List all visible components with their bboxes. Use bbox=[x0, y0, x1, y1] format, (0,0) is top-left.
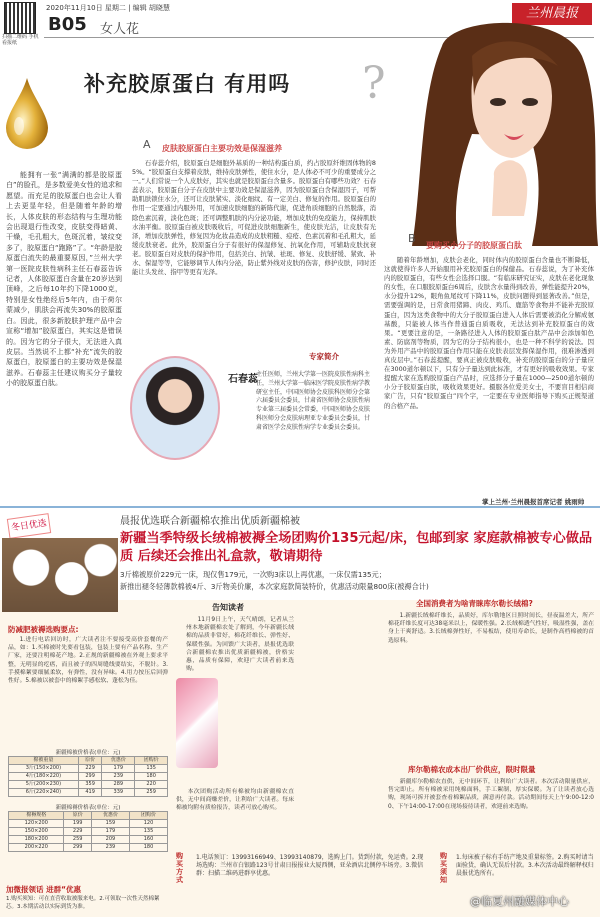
qr-caption: 扫描二维码 手机看报纸 bbox=[2, 34, 39, 46]
table-cell: 200×220 bbox=[9, 844, 64, 852]
table-row bbox=[9, 765, 168, 773]
ad-price-line-1: 3斤棉被原价229元一床，现仅售179元，一次购3床以上再优惠，一床仅需135元； bbox=[120, 570, 386, 579]
table2-title: 新疆棉褥价格表(单位：元) bbox=[55, 805, 121, 811]
table-header: 原价 bbox=[64, 812, 91, 820]
table-cell: 160 bbox=[129, 836, 167, 844]
ad-supply-title: 库尔勒棉农成本出厂价供应，限时限量 bbox=[408, 765, 536, 774]
ad-notice-bottom: 本次团购活动所有棉被均由新疆棉农直供，无中间商赚差价，让利给广大读者。每床棉被均附有质检报告，读者可放心购买。 bbox=[176, 789, 294, 812]
table-header: 团购价 bbox=[129, 812, 167, 820]
table-cell: 180 bbox=[135, 773, 168, 781]
purchase-method-label: 购买方式 bbox=[176, 852, 183, 884]
table-header: 棉被重量 bbox=[9, 757, 79, 765]
table-cell: 259 bbox=[135, 789, 168, 797]
ad-tag: 冬日优选 bbox=[7, 513, 51, 539]
table-cell: 259 bbox=[64, 836, 91, 844]
ad-notice-title: 告知读者 bbox=[212, 603, 244, 612]
table-row bbox=[9, 836, 168, 844]
table-row bbox=[9, 828, 168, 836]
table-cell: 180 bbox=[129, 844, 167, 852]
ad-price-line-2: 新推出褪冬轻薄款棉被4斤、3斤物美价廉，本次家庭款简装特价，优惠活动限量800床(被褥合计) bbox=[120, 582, 429, 591]
section-b-byline: 掌上兰州·兰州晨报首席记者 姚雨帅 bbox=[482, 498, 585, 506]
table-cell: 199 bbox=[64, 820, 91, 828]
ad-col1-body: 1.进行电话回访时，广大读者注不要接受高价套餐的产品，如：1.买棉被时先要看包装，包装上要有产品名称、生产厂家，还要注明棉花产地。2.正规的新疆棉被在外观上要求平整，无明显的疙瘩，而且被子的四周缝线要结实，不脱针。3.手摸棉絮要细腻柔软，有弹性，没有异味。4.用力按压后回弹性好。5.棉被以被套中的棉絮手感松软、蓬松为佳。 bbox=[8, 637, 168, 685]
cotton-photo bbox=[2, 538, 118, 612]
table-header: 团购价 bbox=[135, 757, 168, 765]
table-cell: 419 bbox=[78, 789, 102, 797]
table-header: 棉褥规格 bbox=[9, 812, 64, 820]
table-cell: 229 bbox=[64, 828, 91, 836]
date-line: 2020年11月10日 星期二 | 编辑 胡晓慧 bbox=[46, 4, 170, 12]
table-header: 优惠价 bbox=[91, 812, 129, 820]
table-cell: 359 bbox=[78, 781, 102, 789]
table-cell: 180×200 bbox=[9, 836, 64, 844]
woman-illustration bbox=[412, 16, 598, 246]
expert-bio: 主任医师，兰州大学第一医院皮肤性病科主任，兰州大学第一临床医学院皮肤性病学教研室主任，中国医师协会皮肤科医师分会第六届委员会委员，甘肃省医师协会皮肤性病专业第三届委员会常委，中国医师协会皮肤科医师分会皮肤病理亚专业委员会委员，甘肃省医学会皮肤性病学专业委员会委员。 bbox=[256, 371, 371, 431]
section-name: 女人花 bbox=[100, 22, 140, 37]
table-cell: 229 bbox=[78, 765, 102, 773]
section-b-letter: B bbox=[408, 232, 416, 245]
table-cell: 6斤(220×240) bbox=[9, 789, 79, 797]
ad-question-title: 全国消费者为啥青睐库尔勒长绒棉? bbox=[416, 599, 533, 608]
ad-pretitle: 晨报优选联合新疆棉农推出优质新疆棉被 bbox=[120, 516, 300, 527]
ad-register-body: 1.购买须知：可在直营收取被服来电。2.可领取一次性天然棉絮芯。3.本期活动以实际到货为准。 bbox=[6, 896, 160, 910]
table-row bbox=[9, 781, 168, 789]
table1-title: 新疆棉被价格表(单位：元) bbox=[55, 750, 121, 756]
mattress-price-table bbox=[8, 811, 168, 852]
table-cell: 239 bbox=[102, 773, 135, 781]
table-header: 优惠价 bbox=[102, 757, 135, 765]
purchase-notice-body: 1.每床被子标有手纺产地及重量标签。2.购买时请当面验货，确认无误后付款。3.本次活动最终解释权归晨报优选所有。 bbox=[456, 854, 594, 878]
table-row bbox=[9, 820, 168, 828]
table-cell: 289 bbox=[102, 781, 135, 789]
ad-supply-body: 新疆库尔勒棉农直供，无中间环节，让利给广大读者。本次活动限量供应，售完即止。所有棉被采用纯棉面料，手工絮制，厚实保暖。为了让读者放心选购，现场可拆开被套查看棉絮品质，满意再付款。活动期间每天上午9:00-12:00、下午14:00-17:00在现场接待读者，欢迎前来选购。 bbox=[388, 779, 594, 810]
masthead-logo: 兰州晨报 bbox=[512, 3, 592, 25]
ad-question-body: 1.新疆长绒棉纤维长，品质好，库尔勒地区日照时间长，昼夜温差大，所产棉花纤维长度可达38毫米以上，保暖性强。2.长绒棉透气性好，吸湿性强，盖在身上干爽舒适。3.长绒棉弹性好，不易板结，使用寿命长，是制作高档棉被的首选原料。 bbox=[388, 613, 594, 644]
headline: 补充胶原蛋白 有用吗 bbox=[84, 72, 291, 96]
table-cell: 339 bbox=[102, 789, 135, 797]
section-a-letter: A bbox=[143, 138, 151, 151]
table-cell: 5斤(200×230) bbox=[9, 781, 79, 789]
table-cell: 159 bbox=[91, 820, 129, 828]
expert-label: 专家简介 bbox=[309, 352, 339, 361]
table-cell: 120 bbox=[129, 820, 167, 828]
table-header: 原价 bbox=[78, 757, 102, 765]
table-row bbox=[9, 844, 168, 852]
table-cell: 220 bbox=[135, 781, 168, 789]
expert-photo bbox=[130, 356, 220, 460]
serum-drop-icon bbox=[2, 76, 52, 152]
ad-register-title: 加微报领话 进群“优惠 bbox=[6, 885, 82, 894]
table-cell: 239 bbox=[91, 844, 129, 852]
table-cell: 299 bbox=[78, 773, 102, 781]
table-cell: 3斤(150×200) bbox=[9, 765, 79, 773]
purchase-notice-label: 购买须知 bbox=[440, 852, 447, 884]
section-a-body: 石春蕊介绍，胶原蛋白是细胞外基质的一种结构蛋白质，约占胶原纤维固体物的85%。“胶原蛋白支撑着皮肤，维持皮肤弹性，使住水分，是人体必不可少的重要成分之一。”人们常说一个人皮肤好，其实也就是胶原蛋白含量多。胶原蛋白有哪些功效？石春蕊表示，胶原蛋白分子在皮肤中主要功效是保湿滋养，因为胶原蛋白含保湿因子，可帮助肌肤锁住水分，还可让皮肤紧实、淡化细纹、有一定美白、修复的作用。胶原蛋白的作用一定要通过内服外用，可加速皮肤细胞的新陈代谢，促进角质细胞的自然脱落，消除色素沉着，淡化色斑；还可调整肌肤的内分泌功能，增加皮肤的免疫能力，保持肌肤水油平衡。胶原蛋白被皮肤吸收后，可促进皮肤细胞新生，使皮肤光洁，让皮肤有光泽，增加皮肤弹性，修复因为化妆品造成的皮肤粗糙、痘疮、色素沉着和毛孔粗大，延缓皮肤衰老。此外，胶原蛋白分子有很好的保湿修复、抗氧化作用，可辅助皮肤抗衰老。胶原蛋白对皮肤的保护作用，包括美白、抗皱、祛斑、修复、皮肤舒缓、紧致、补水、保湿等等，它能够调节人体内分泌，防止紫外线对皮肤的伤害，修护皮肤，同时还能让头发丝、指甲等更有光泽。 bbox=[132, 159, 376, 277]
section-a-title: 皮肤胶原蛋白主要功效是保湿滋养 bbox=[162, 144, 282, 153]
table-cell: 299 bbox=[64, 844, 91, 852]
section-b-title: 要购买小分子的胶原蛋白肽 bbox=[426, 241, 522, 250]
lead-paragraph: 能拥有一张“满满的都是胶原蛋白”的脸孔，是多数爱美女性的追求和愿望。而充足的胶原蛋白也会让人看上去更显年轻，但是随着年龄的增长，人体皮肤的形态结构与生理功能会出现退行性改变，皮肤变得暗黄、干燥，毛孔粗大，色斑沉着，皱纹变多了，胶原蛋白“跑路”了。“年龄是胶原蛋白流失的最重要原因，”兰州大学第一医院皮肤性病科主任石春蕊告诉记者，人体胶原蛋白含量在20岁达到顶峰，之后每10年约下降1000克，特别是女性绝经后5年内，由于荷尔蒙减少，肌肤会再流失30%的胶原蛋白。因此，很多新胶肤护理产品中会宣称“增加”胶原蛋白，其实这是错误的。因为它的分子很大，无法进入真皮层。当然说不上都“补充”流失的胶原蛋白，胶原蛋白的主要功效是保湿滋养。石春蕊主任建议购买分子量较小的胶原蛋白肽。 bbox=[6, 171, 122, 388]
ad-col1-title: 防减肥被褥选购要点: bbox=[8, 625, 79, 634]
question-mark-icon: ? bbox=[362, 58, 386, 109]
quilt-product-photo bbox=[176, 678, 218, 768]
table-row bbox=[9, 773, 168, 781]
table-cell: 120×200 bbox=[9, 820, 64, 828]
qr-code bbox=[4, 2, 36, 34]
ad-notice-body: 11月9日上午，天气晴朗，记者从兰州本地新疆棉农处了解到，今年新疆长绒棉的品质非常好，棉花纤维长、弹性好、保暖性强。为回馈广大读者，晨报优选联合新疆棉农推出优质新疆棉被，价格实惠，品质有保障，欢迎广大读者前来选购。 bbox=[186, 617, 294, 673]
table-cell: 179 bbox=[91, 828, 129, 836]
watermark: @临夏州融媒体中心 bbox=[470, 895, 569, 908]
section-b-body: 随着年龄增加，皮肤会老化，同时体内的胶原蛋白含量也不断降低，这就使得许多人开始服用补充胶原蛋白的保健品。石春蕊说，为了补充体内的胶原蛋白，有些女性会选择口服。“有临床研究证实，皮肤在老化现象的女性，在口服胶原蛋白6周后，皮肤含水量得到改善，弹性能提升20%，水分提升12%，眼角鱼尾纹可下降11%，皮肤问题得到显著改善。”但是，需要强调的是，日常食用猪蹄、肉皮、鸡爪、鹿筋等食物并不能补充胶原蛋白，因为这类食物中的大分子胶原蛋白进入人体后需要被消化分解成氨基酸，只能被人体当作普通蛋白质吸收，无法达到补充胶原蛋白的效果。“更要注意的是，一条路径进入人体的胶原蛋白肽产品中会添加如色素、防腐剂等物质，因为它的分子结构很小，也是一种不科学的说法。因为外用产品中的胶原蛋白作用只能在皮肤表层发挥保湿作用，很难渗透到真皮层中。”石春蕊提醒，要真正被皮肤吸收，补充的胶原蛋白的分子量应在3000道尔顿以下，只有分子量达到此标准，才有更好的吸收效果。专家提醒大家在选购胶原蛋白产品时，应选择分子量在1000—2500道尔顿的小分子胶原蛋白肽，吸收效果更好。摄服各位爱美女士，不要盲目相信商家广告，只有“胶原蛋白”四个字，一定要在专业医师指导下购买正规渠道的合格产品。 bbox=[384, 256, 594, 410]
table-row bbox=[9, 789, 168, 797]
table-cell: 179 bbox=[102, 765, 135, 773]
table-cell: 150×200 bbox=[9, 828, 64, 836]
table-cell: 209 bbox=[91, 836, 129, 844]
price-tables bbox=[8, 748, 168, 852]
ad-title: 新疆当季特级长绒棉被褥全场团购价135元起/床，包邮到家 家庭款棉被专心做品质 后续还会推出礼盒款，敬请期待 bbox=[120, 531, 593, 564]
page-number: B05 bbox=[48, 14, 87, 35]
quilt-price-table bbox=[8, 756, 168, 797]
table-cell: 135 bbox=[135, 765, 168, 773]
section-divider bbox=[0, 506, 600, 508]
table-cell: 135 bbox=[129, 828, 167, 836]
table-cell: 4斤(180×220) bbox=[9, 773, 79, 781]
expert-name: 石春蕊 bbox=[228, 374, 258, 385]
purchase-method-body: 1.电话预订：13993166949、13993140879，选购上门。货到付款，免运费。2.现场选购：兰州市白银路123号甘肃日报报业大厦西侧，亚朵酒店北侧停车场旁。3.微信群：扫描二维码进群享优惠。 bbox=[196, 854, 424, 878]
